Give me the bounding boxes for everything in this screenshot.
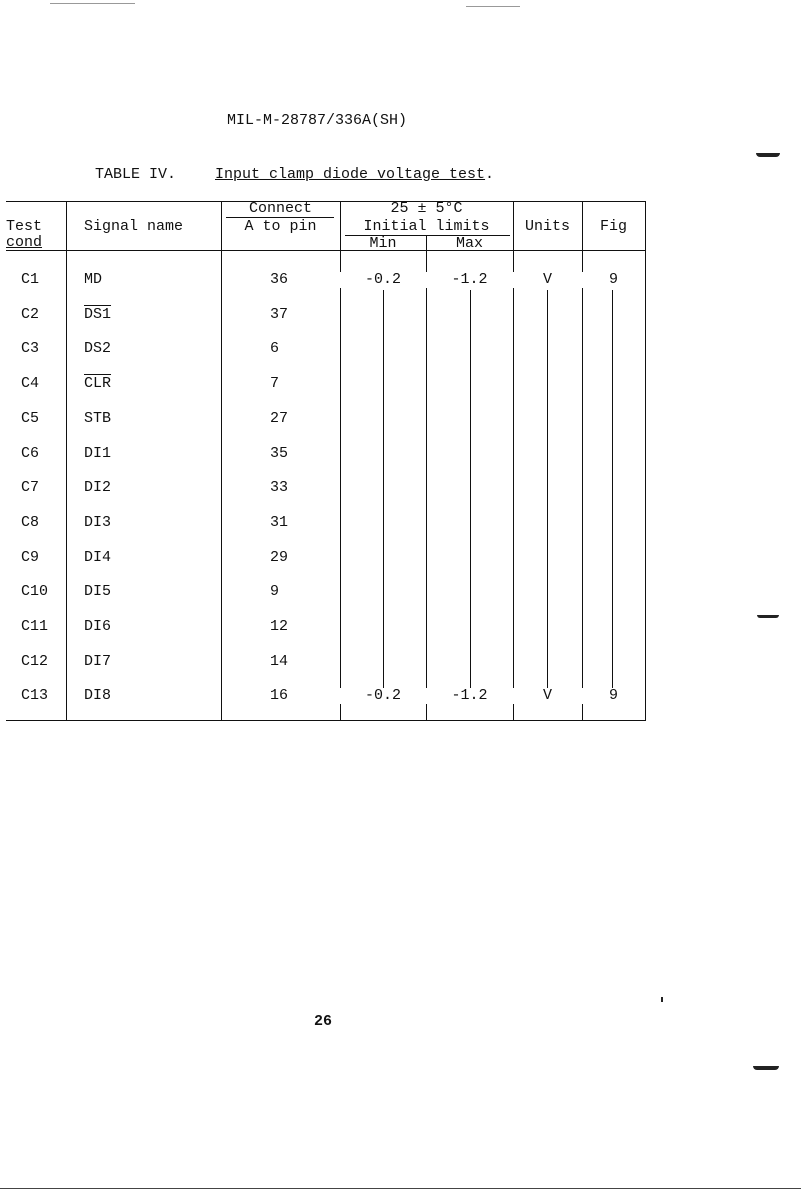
cell-signal-name: DI5 xyxy=(84,583,112,600)
cell-min: -0.2 xyxy=(340,688,426,704)
cell-min: -0.2 xyxy=(340,272,426,288)
cell-test-cond: C7 xyxy=(21,479,40,496)
page-bottom-edge xyxy=(0,1188,801,1189)
ditto-line-fig xyxy=(612,290,613,690)
cell-pin: 31 xyxy=(270,514,289,531)
cell-test-cond: C13 xyxy=(21,687,49,704)
cell-pin: 36 xyxy=(270,271,289,288)
cell-signal-name: DI3 xyxy=(84,514,112,531)
header-test: Test xyxy=(6,218,43,235)
cell-signal-name: DS1 xyxy=(84,306,112,323)
header-bottom-border xyxy=(6,250,646,251)
ditto-line-max xyxy=(470,290,471,690)
scan-artifact-line xyxy=(466,6,520,7)
header-a-to-pin: A to pin xyxy=(244,218,317,235)
cell-test-cond: C2 xyxy=(21,306,40,323)
cell-pin: 16 xyxy=(270,687,289,704)
cell-pin: 9 xyxy=(270,583,280,600)
scan-artifact-mark xyxy=(661,997,663,1002)
header-units: Units xyxy=(524,218,570,235)
ditto-line-units xyxy=(547,290,548,690)
col-divider xyxy=(66,201,67,720)
table-title-text: Input clamp diode voltage test xyxy=(215,166,486,183)
table-title xyxy=(215,167,494,183)
cell-signal-name: MD xyxy=(84,271,103,288)
page-number: 26 xyxy=(314,1013,333,1030)
cell-test-cond: C3 xyxy=(21,340,40,357)
ditto-line-min xyxy=(383,290,384,690)
cell-fig: 9 xyxy=(582,272,645,288)
cell-signal-name: DI2 xyxy=(84,479,112,496)
col-divider xyxy=(221,201,222,720)
cell-signal-name: DI7 xyxy=(84,653,112,670)
cell-test-cond: C1 xyxy=(21,271,40,288)
table-title-period: . xyxy=(485,166,495,183)
cell-pin: 35 xyxy=(270,445,289,462)
cell-pin: 27 xyxy=(270,410,289,427)
cell-pin: 7 xyxy=(270,375,280,392)
scan-artifact-line xyxy=(50,3,135,4)
header-connect: Connect xyxy=(248,200,312,217)
cell-test-cond: C11 xyxy=(21,618,49,635)
cell-units: V xyxy=(513,688,582,704)
table-label: TABLE IV. xyxy=(95,166,177,183)
cell-signal-name: DI4 xyxy=(84,549,112,566)
header-cond: cond xyxy=(6,234,43,251)
scan-artifact-mark xyxy=(757,615,779,618)
cell-pin: 14 xyxy=(270,653,289,670)
cell-fig: 9 xyxy=(582,688,645,704)
cell-signal-name: DI6 xyxy=(84,618,112,635)
scan-artifact-mark xyxy=(756,153,780,157)
cell-pin: 29 xyxy=(270,549,289,566)
header-signal-name: Signal name xyxy=(84,218,184,235)
cell-max: -1.2 xyxy=(426,688,513,704)
table-right-border xyxy=(645,201,646,720)
cell-test-cond: C9 xyxy=(21,549,40,566)
cell-signal-name: DI8 xyxy=(84,687,112,704)
cell-test-cond: C10 xyxy=(21,583,49,600)
cell-pin: 33 xyxy=(270,479,289,496)
cell-test-cond: C8 xyxy=(21,514,40,531)
cell-signal-name: DS2 xyxy=(84,340,112,357)
header-fig: Fig xyxy=(599,218,627,235)
table-bottom-border xyxy=(6,720,646,721)
cell-test-cond: C12 xyxy=(21,653,49,670)
cell-signal-name: DI1 xyxy=(84,445,112,462)
cell-max: -1.2 xyxy=(426,272,513,288)
header-initial-limits: Initial limits xyxy=(363,218,490,235)
cell-pin: 12 xyxy=(270,618,289,635)
header-min: Min xyxy=(369,235,397,252)
cell-signal-name: $\overline{CLR}$ xyxy=(84,375,112,392)
scan-artifact-mark xyxy=(753,1066,779,1070)
col-divider xyxy=(426,235,427,720)
spec-number: MIL-M-28787/336A(SH) xyxy=(227,112,408,129)
header-max: Max xyxy=(455,235,483,252)
cell-test-cond: C6 xyxy=(21,445,40,462)
cell-test-cond: C5 xyxy=(21,410,40,427)
cell-units: V xyxy=(513,272,582,288)
cell-test-cond: C4 xyxy=(21,375,40,392)
cell-pin: 6 xyxy=(270,340,280,357)
header-temp: 25 ± 5°C xyxy=(390,200,463,217)
cell-pin: 37 xyxy=(270,306,289,323)
cell-signal-name: STB xyxy=(84,410,112,427)
